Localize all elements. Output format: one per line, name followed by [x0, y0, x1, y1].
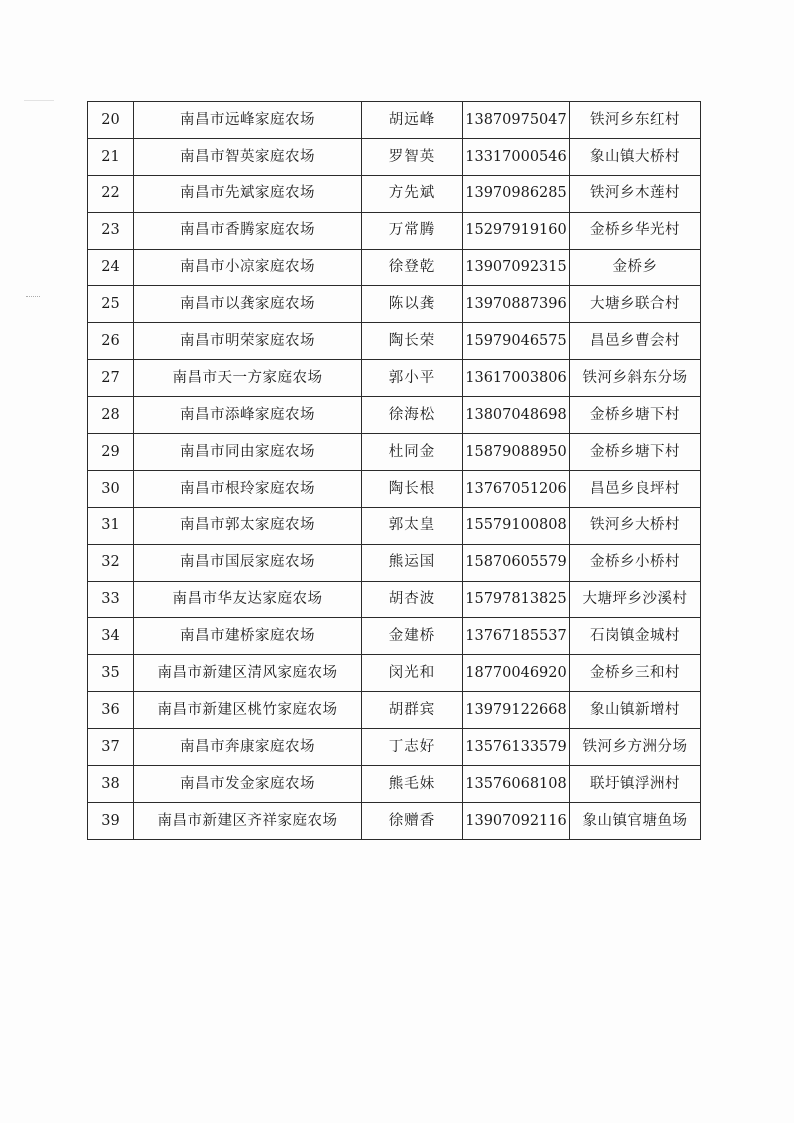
- owner-name-cell: 方先斌: [362, 175, 463, 212]
- farm-name-cell: 南昌市奔康家庭农场: [134, 729, 362, 766]
- farm-name-cell: 南昌市添峰家庭农场: [134, 397, 362, 434]
- family-farm-table: [87, 101, 701, 840]
- row-number-cell: 21: [88, 138, 134, 175]
- table-row: [88, 692, 701, 729]
- row-number-cell: 32: [88, 544, 134, 581]
- row-number-cell: 33: [88, 581, 134, 618]
- row-number-cell: 30: [88, 470, 134, 507]
- farm-name-cell: 南昌市明荣家庭农场: [134, 323, 362, 360]
- table-row: [88, 397, 701, 434]
- row-number-cell: 22: [88, 175, 134, 212]
- farm-name-cell: 南昌市国辰家庭农场: [134, 544, 362, 581]
- location-cell: 铁河乡东红村: [570, 102, 701, 139]
- location-cell: 金桥乡小桥村: [570, 544, 701, 581]
- phone-cell: 15579100808: [463, 507, 570, 544]
- phone-cell: 15797813825: [463, 581, 570, 618]
- location-cell: 金桥乡: [570, 249, 701, 286]
- location-cell: 大塘乡联合村: [570, 286, 701, 323]
- phone-cell: 15879088950: [463, 434, 570, 471]
- owner-name-cell: 徐赠香: [362, 802, 463, 839]
- location-cell: 象山镇官塘鱼场: [570, 802, 701, 839]
- phone-cell: 13576068108: [463, 766, 570, 803]
- table-row: [88, 175, 701, 212]
- owner-name-cell: 闵光和: [362, 655, 463, 692]
- phone-cell: 13970887396: [463, 286, 570, 323]
- table-row: [88, 360, 701, 397]
- phone-cell: 13907092116: [463, 802, 570, 839]
- location-cell: 联圩镇浮洲村: [570, 766, 701, 803]
- farm-name-cell: 南昌市香腾家庭农场: [134, 212, 362, 249]
- table-row: [88, 507, 701, 544]
- table-row: [88, 581, 701, 618]
- farm-name-cell: 南昌市智英家庭农场: [134, 138, 362, 175]
- location-cell: 金桥乡华光村: [570, 212, 701, 249]
- scan-artifact-line: [24, 100, 54, 101]
- phone-cell: 13617003806: [463, 360, 570, 397]
- row-number-cell: 20: [88, 102, 134, 139]
- row-number-cell: 29: [88, 434, 134, 471]
- table-row: [88, 802, 701, 839]
- farm-name-cell: 南昌市先斌家庭农场: [134, 175, 362, 212]
- owner-name-cell: 郭小平: [362, 360, 463, 397]
- table-row: [88, 249, 701, 286]
- owner-name-cell: 陈以龚: [362, 286, 463, 323]
- owner-name-cell: 万常腾: [362, 212, 463, 249]
- owner-name-cell: 徐登乾: [362, 249, 463, 286]
- owner-name-cell: 罗智英: [362, 138, 463, 175]
- table-row: [88, 323, 701, 360]
- farm-name-cell: 南昌市新建区清风家庭农场: [134, 655, 362, 692]
- table-row: [88, 655, 701, 692]
- row-number-cell: 23: [88, 212, 134, 249]
- table-row: [88, 434, 701, 471]
- phone-cell: 13807048698: [463, 397, 570, 434]
- location-cell: 铁河乡斜东分场: [570, 360, 701, 397]
- row-number-cell: 25: [88, 286, 134, 323]
- location-cell: 象山镇新增村: [570, 692, 701, 729]
- location-cell: 昌邑乡曹会村: [570, 323, 701, 360]
- phone-cell: 13870975047: [463, 102, 570, 139]
- location-cell: 金桥乡三和村: [570, 655, 701, 692]
- table-body: [88, 102, 701, 840]
- location-cell: 昌邑乡良坪村: [570, 470, 701, 507]
- location-cell: 金桥乡塘下村: [570, 397, 701, 434]
- owner-name-cell: 杜同金: [362, 434, 463, 471]
- owner-name-cell: 胡杏波: [362, 581, 463, 618]
- row-number-cell: 31: [88, 507, 134, 544]
- row-number-cell: 28: [88, 397, 134, 434]
- location-cell: 金桥乡塘下村: [570, 434, 701, 471]
- owner-name-cell: 金建桥: [362, 618, 463, 655]
- row-number-cell: 39: [88, 802, 134, 839]
- row-number-cell: 36: [88, 692, 134, 729]
- owner-name-cell: 陶长荣: [362, 323, 463, 360]
- phone-cell: 15297919160: [463, 212, 570, 249]
- table-row: [88, 618, 701, 655]
- location-cell: 象山镇大桥村: [570, 138, 701, 175]
- phone-cell: 15979046575: [463, 323, 570, 360]
- farm-name-cell: 南昌市华友达家庭农场: [134, 581, 362, 618]
- farm-name-cell: 南昌市同由家庭农场: [134, 434, 362, 471]
- table-row: [88, 729, 701, 766]
- row-number-cell: 38: [88, 766, 134, 803]
- phone-cell: 18770046920: [463, 655, 570, 692]
- table-row: [88, 544, 701, 581]
- row-number-cell: 37: [88, 729, 134, 766]
- row-number-cell: 35: [88, 655, 134, 692]
- owner-name-cell: 徐海松: [362, 397, 463, 434]
- location-cell: 铁河乡木莲村: [570, 175, 701, 212]
- farm-name-cell: 南昌市小凉家庭农场: [134, 249, 362, 286]
- phone-cell: 13767185537: [463, 618, 570, 655]
- location-cell: 铁河乡大桥村: [570, 507, 701, 544]
- phone-cell: 15870605579: [463, 544, 570, 581]
- location-cell: 石岗镇金城村: [570, 618, 701, 655]
- phone-cell: 13576133579: [463, 729, 570, 766]
- farm-name-cell: 南昌市远峰家庭农场: [134, 102, 362, 139]
- table-row: [88, 766, 701, 803]
- farm-name-cell: 南昌市根玲家庭农场: [134, 470, 362, 507]
- owner-name-cell: 丁志好: [362, 729, 463, 766]
- phone-cell: 13979122668: [463, 692, 570, 729]
- row-number-cell: 27: [88, 360, 134, 397]
- row-number-cell: 34: [88, 618, 134, 655]
- row-number-cell: 26: [88, 323, 134, 360]
- owner-name-cell: 陶长根: [362, 470, 463, 507]
- phone-cell: 13907092315: [463, 249, 570, 286]
- owner-name-cell: 胡群宾: [362, 692, 463, 729]
- owner-name-cell: 胡远峰: [362, 102, 463, 139]
- farm-name-cell: 南昌市郭太家庭农场: [134, 507, 362, 544]
- farm-name-cell: 南昌市天一方家庭农场: [134, 360, 362, 397]
- scan-artifact-mark: [26, 296, 40, 301]
- farm-name-cell: 南昌市新建区桃竹家庭农场: [134, 692, 362, 729]
- table-row: [88, 470, 701, 507]
- location-cell: 大塘坪乡沙溪村: [570, 581, 701, 618]
- table-row: [88, 212, 701, 249]
- phone-cell: 13317000546: [463, 138, 570, 175]
- table-row: [88, 286, 701, 323]
- farm-name-cell: 南昌市发金家庭农场: [134, 766, 362, 803]
- owner-name-cell: 熊毛妹: [362, 766, 463, 803]
- phone-cell: 13767051206: [463, 470, 570, 507]
- table-row: [88, 102, 701, 139]
- farm-name-cell: 南昌市新建区齐祥家庭农场: [134, 802, 362, 839]
- owner-name-cell: 郭太皇: [362, 507, 463, 544]
- owner-name-cell: 熊运国: [362, 544, 463, 581]
- location-cell: 铁河乡方洲分场: [570, 729, 701, 766]
- table-row: [88, 138, 701, 175]
- farm-name-cell: 南昌市建桥家庭农场: [134, 618, 362, 655]
- farm-name-cell: 南昌市以龚家庭农场: [134, 286, 362, 323]
- phone-cell: 13970986285: [463, 175, 570, 212]
- row-number-cell: 24: [88, 249, 134, 286]
